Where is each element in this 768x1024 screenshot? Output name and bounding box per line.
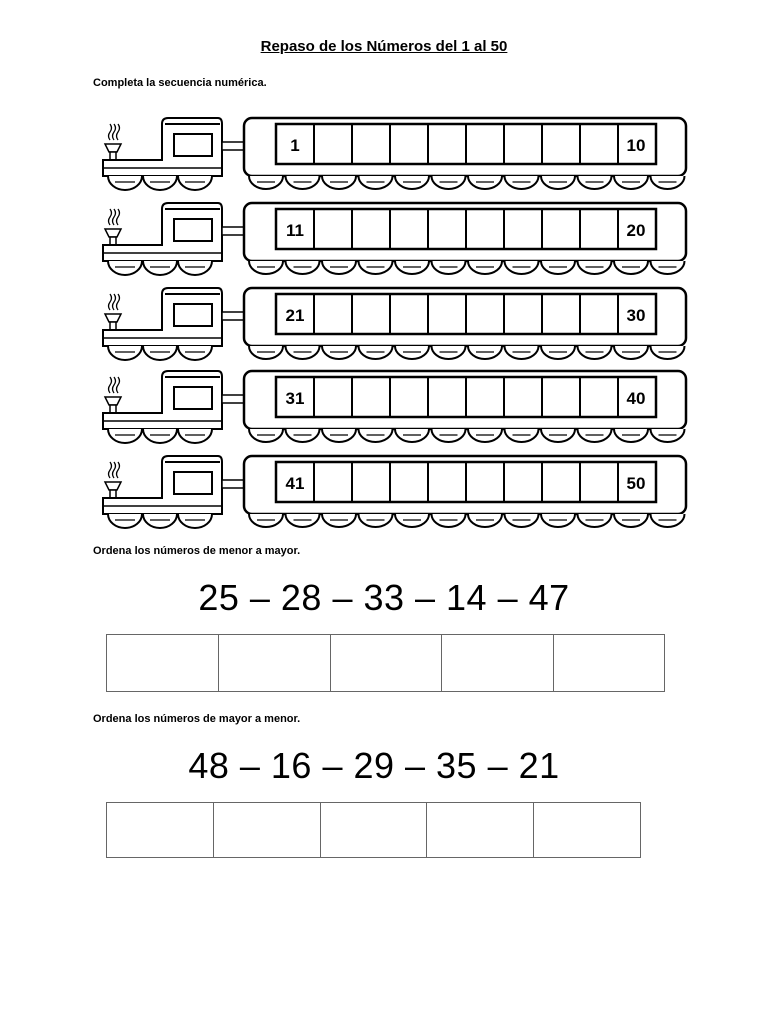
chimney-stack-icon	[110, 152, 116, 160]
answer-box[interactable]	[427, 803, 534, 857]
answer-box[interactable]	[442, 635, 554, 691]
sequence-start-number: 21	[285, 306, 305, 325]
instruction-descending: Ordena los números de mayor a menor.	[93, 713, 301, 725]
train	[103, 203, 686, 275]
chimney-icon	[105, 482, 121, 490]
wheel	[108, 514, 142, 528]
smoke-icon	[109, 377, 120, 393]
train	[103, 288, 686, 360]
answer-box[interactable]	[107, 803, 214, 857]
answer-box[interactable]	[554, 635, 665, 691]
answer-box[interactable]	[321, 803, 428, 857]
wheel	[108, 346, 142, 360]
cab-window	[174, 134, 212, 156]
sequence-end-number: 50	[626, 474, 646, 493]
chimney-icon	[105, 144, 121, 152]
ascending-answer-row	[106, 634, 665, 692]
descending-answer-row	[106, 802, 641, 858]
sequence-start-number: 31	[285, 389, 305, 408]
wheel	[143, 514, 177, 528]
chimney-stack-icon	[110, 490, 116, 498]
sequence-end-number: 20	[626, 221, 646, 240]
coupling	[222, 227, 244, 235]
cab-window	[174, 387, 212, 409]
chimney-icon	[105, 314, 121, 322]
chimney-icon	[105, 397, 121, 405]
wheel	[178, 514, 212, 528]
trains-illustration	[0, 110, 768, 535]
smoke-icon	[109, 124, 120, 140]
coupling	[222, 142, 244, 150]
wheel	[143, 176, 177, 190]
descending-number-sequence: 48 – 16 – 29 – 35 – 21	[188, 745, 560, 786]
wheel	[143, 429, 177, 443]
sequence-end-number: 40	[626, 389, 646, 408]
wheel	[178, 261, 212, 275]
wheel	[143, 346, 177, 360]
chimney-stack-icon	[110, 322, 116, 330]
smoke-icon	[109, 209, 120, 225]
ascending-number-sequence: 25 – 28 – 33 – 14 – 47	[198, 577, 570, 618]
train	[103, 456, 686, 528]
smoke-icon	[109, 462, 120, 478]
page-title: Repaso de los Números del 1 al 50	[260, 38, 508, 55]
answer-box[interactable]	[219, 635, 331, 691]
cab-window	[174, 472, 212, 494]
sequence-start-number: 41	[285, 474, 305, 493]
wheel	[178, 176, 212, 190]
wheel	[178, 429, 212, 443]
instruction-ascending: Ordena los números de menor a mayor.	[93, 545, 301, 557]
sequence-start-number: 1	[290, 136, 300, 155]
chimney-icon	[105, 229, 121, 237]
wheel	[108, 176, 142, 190]
coupling	[222, 480, 244, 488]
answer-box[interactable]	[214, 803, 321, 857]
sequence-end-number: 30	[626, 306, 646, 325]
chimney-stack-icon	[110, 405, 116, 413]
answer-box[interactable]	[107, 635, 219, 691]
cab-window	[174, 304, 212, 326]
coupling	[222, 395, 244, 403]
answer-box[interactable]	[331, 635, 442, 691]
cab-window	[174, 219, 212, 241]
sequence-start-number: 11	[286, 221, 304, 240]
wheel	[108, 261, 142, 275]
train	[103, 118, 686, 190]
chimney-stack-icon	[110, 237, 116, 245]
wheel	[108, 429, 142, 443]
train	[103, 371, 686, 443]
wheel	[178, 346, 212, 360]
smoke-icon	[109, 294, 120, 310]
coupling	[222, 312, 244, 320]
wheel	[143, 261, 177, 275]
instruction-complete-sequence: Completa la secuencia numérica.	[93, 77, 267, 89]
sequence-end-number: 10	[626, 136, 646, 155]
answer-box[interactable]	[534, 803, 641, 857]
